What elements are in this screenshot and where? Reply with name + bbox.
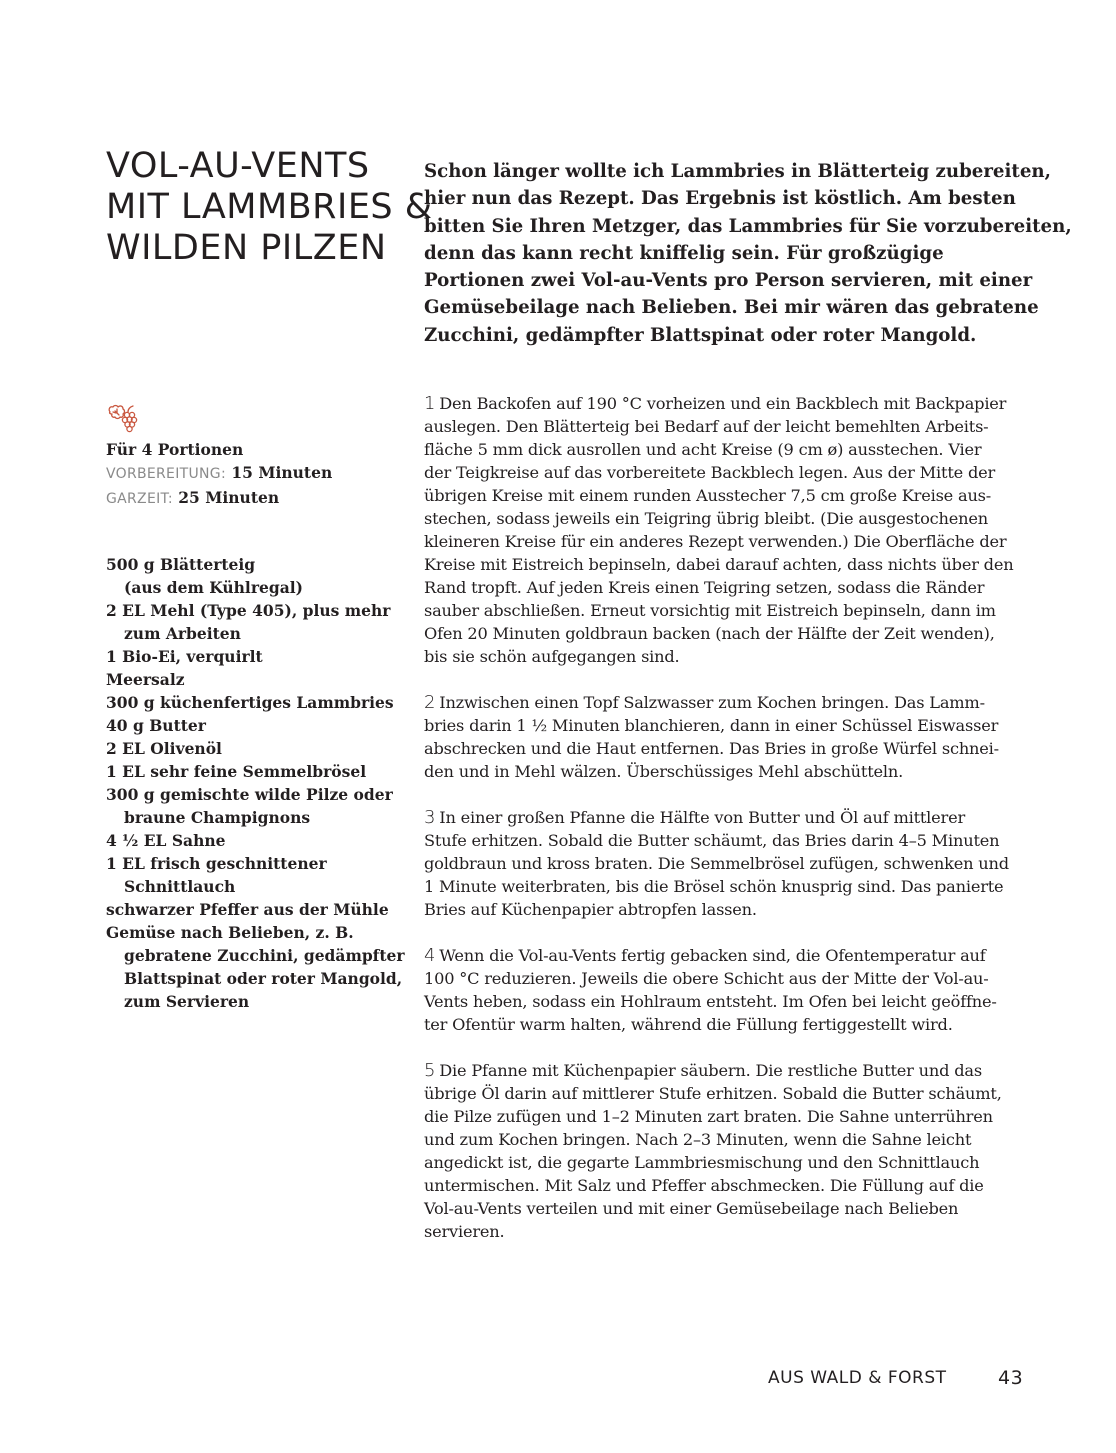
step-4	[424, 944, 1034, 1036]
cook-value: 25 Minuten	[178, 488, 280, 507]
step-line: bis sie schön aufgegangen sind.	[424, 647, 680, 666]
servings: Für 4 Portionen	[106, 440, 244, 459]
ingredient-line: 300 g gemischte wilde Pilze oder	[106, 785, 393, 804]
step-line: übrige Öl darin auf mittlerer Stufe erhitzen. Sobald die Butter schäumt,	[424, 1084, 1002, 1103]
ingredient	[106, 645, 406, 668]
step-line: die Pilze zufügen und 1–2 Minuten zart braten. Die Sahne unterrühren	[424, 1107, 993, 1126]
intro-line: Portionen zwei Vol-au-Vents pro Person servieren, mit einer	[424, 270, 1033, 292]
ingredient	[106, 737, 406, 760]
step-line: der Teigkreise auf das vorbereitete Backblech legen. Aus der Mitte der	[424, 463, 996, 482]
prep-value: 15 Minuten	[231, 463, 333, 482]
step-2	[424, 691, 1034, 783]
step-line: servieren.	[424, 1222, 505, 1241]
ingredient-line: Schnittlauch	[124, 877, 236, 896]
step-line: untermischen. Mit Salz und Pfeffer abschmecken. Die Füllung auf die	[424, 1176, 984, 1195]
ingredient-line: 1 EL frisch geschnittener	[106, 854, 327, 873]
ingredient	[106, 553, 406, 599]
recipe-title	[106, 146, 433, 269]
intro-line: denn das kann recht kniffelig sein. Für großzügige	[424, 242, 944, 264]
ingredient-line: (aus dem Kühlregal)	[124, 578, 303, 597]
step-line: kleineren Kreise für ein anderes Rezept verwenden.) Die Oberfläche der	[424, 532, 1007, 551]
step-line: den und in Mehl wälzen. Überschüssiges Mehl abschütteln.	[424, 762, 904, 781]
ingredient-line: 2 EL Olivenöl	[106, 739, 222, 758]
step-text: Wenn die Vol-au-Vents fertig gebacken sind, die Ofentemperatur auf	[439, 946, 986, 965]
step-number: 2	[424, 692, 436, 713]
intro-line: Schon länger wollte ich Lammbries in Blätterteig zubereiten,	[424, 161, 1051, 182]
step-line	[424, 1059, 1034, 1082]
ingredient	[106, 668, 406, 691]
step-number: 5	[424, 1060, 436, 1081]
intro-line: bitten Sie Ihren Metzger, das Lammbries für Sie vorzubereiten,	[424, 215, 1072, 237]
step-line: goldbraun und kross braten. Die Semmelbrösel zufügen, schwenken und	[424, 854, 1009, 873]
step-line: ter Ofentür warm halten, während die Füllung fertiggestellt wird.	[424, 1015, 953, 1034]
step-5	[424, 1059, 1034, 1243]
step-line: und zum Kochen bringen. Nach 2–3 Minuten, wenn die Sahne leicht	[424, 1130, 972, 1149]
ingredient-line: braune Champignons	[124, 808, 311, 827]
cook-label: GARZEIT:	[106, 491, 173, 507]
step-text: In einer großen Pfanne die Hälfte von Butter und Öl auf mittlerer	[439, 808, 965, 827]
step-3	[424, 806, 1034, 921]
step-line: bries darin 1 ½ Minuten blanchieren, dann in einer Schüssel Eiswasser	[424, 716, 999, 735]
page-number: 43	[998, 1367, 1024, 1389]
method-steps	[424, 392, 1034, 1266]
ingredient-line: Blattspinat oder roter Mangold,	[124, 969, 403, 988]
ingredient-line: zum Arbeiten	[124, 624, 241, 643]
ingredient-line: Gemüse nach Belieben, z. B.	[106, 923, 354, 942]
ingredient-line: zum Servieren	[124, 992, 250, 1011]
ingredient-line: Meersalz	[106, 670, 185, 689]
ingredient-line: 4 ½ EL Sahne	[106, 831, 226, 850]
step-line	[424, 806, 1034, 829]
intro-line: Gemüsebeilage nach Belieben. Bei mir wären das gebratene	[424, 297, 1039, 319]
step-line: angedickt ist, die gegarte Lammbriesmischung und den Schnittlauch	[424, 1153, 980, 1172]
step-line: übrigen Kreise mit einem runden Ausstecher 7,5 cm große Kreise aus-	[424, 486, 992, 505]
step-line: 1 Minute weiterbraten, bis die Brösel schön knusprig sind. Das panierte	[424, 877, 1004, 896]
ingredient	[106, 714, 406, 737]
step-line: Bries auf Küchenpapier abtropfen lassen.	[424, 900, 757, 919]
ingredient	[106, 691, 406, 714]
step-text: Die Pfanne mit Küchenpapier säubern. Die restliche Butter und das	[439, 1061, 982, 1080]
grape-leaf-icon	[106, 403, 140, 433]
step-text: Den Backofen auf 190 °C vorheizen und ein Backblech mit Backpapier	[439, 394, 1007, 413]
step-line: Vol-au-Vents verteilen und mit einer Gemüsebeilage nach Belieben	[424, 1199, 959, 1218]
step-line: Vents heben, sodass ein Hohlraum entsteht. Im Ofen bei leicht geöffne-	[424, 992, 997, 1011]
recipe-meta	[106, 438, 396, 511]
step-line: Ofen 20 Minuten goldbraun backen (nach der Hälfte der Zeit wenden),	[424, 624, 995, 643]
ingredient	[106, 760, 406, 783]
intro-line: hier nun das Rezept. Das Ergebnis ist köstlich. Am besten	[424, 188, 1016, 210]
title-line: WILDEN PILZEN	[106, 228, 387, 268]
ingredient	[106, 599, 406, 645]
intro-line: Zucchini, gedämpfter Blattspinat oder roter Mangold.	[424, 324, 977, 346]
step-line: fläche 5 mm dick ausrollen und acht Kreise (9 cm ø) ausstechen. Vier	[424, 440, 982, 459]
ingredient-line: 500 g Blätterteig	[106, 555, 256, 574]
step-line	[424, 944, 1034, 967]
step-1	[424, 392, 1034, 668]
section-title: AUS WALD & FORST	[768, 1368, 947, 1388]
ingredient-line: gebratene Zucchini, gedämpfter	[124, 946, 405, 965]
title-line: MIT LAMMBRIES &	[106, 187, 433, 227]
step-line: Kreise mit Eistreich bepinseln, dabei darauf achten, dass nichts über den	[424, 555, 1014, 574]
step-line: Rand tropft. Auf jeden Kreis einen Teigring setzen, sodass die Ränder	[424, 578, 985, 597]
title-line: VOL-AU-VENTS	[106, 146, 370, 186]
ingredient	[106, 852, 406, 898]
step-line	[424, 691, 1034, 714]
prep-label: VORBEREITUNG:	[106, 466, 226, 482]
ingredient-line: 40 g Butter	[106, 716, 206, 735]
ingredient	[106, 898, 406, 921]
ingredient-list	[106, 553, 406, 1013]
ingredient-line: 300 g küchenfertiges Lammbries	[106, 693, 394, 712]
step-line: auslegen. Den Blätterteig bei Bedarf auf der leicht bemehlten Arbeits-	[424, 417, 989, 436]
ingredient	[106, 829, 406, 852]
step-text: Inzwischen einen Topf Salzwasser zum Kochen bringen. Das Lamm-	[439, 693, 985, 712]
step-number: 3	[424, 807, 436, 828]
step-line	[424, 392, 1034, 415]
ingredient-line: 1 EL sehr feine Semmelbrösel	[106, 762, 367, 781]
cook-time	[106, 486, 396, 511]
prep-time	[106, 461, 396, 486]
ingredient-line: schwarzer Pfeffer aus der Mühle	[106, 900, 389, 919]
step-number: 1	[424, 393, 436, 414]
ingredient	[106, 783, 406, 829]
step-line: sauber abschließen. Erneut vorsichtig mit Eistreich bepinseln, dann im	[424, 601, 996, 620]
step-number: 4	[424, 945, 436, 966]
ingredient-line: 2 EL Mehl (Type 405), plus mehr	[106, 601, 391, 620]
ingredient	[106, 921, 406, 1013]
recipe-intro	[424, 158, 1072, 349]
step-line: stechen, sodass jeweils ein Teigring übrig bleibt. (Die ausgestochenen	[424, 509, 988, 528]
step-line: Stufe erhitzen. Sobald die Butter schäumt, das Bries darin 4–5 Minuten	[424, 831, 1000, 850]
step-line: 100 °C reduzieren. Jeweils die obere Schicht aus der Mitte der Vol-au-	[424, 969, 989, 988]
step-line: abschrecken und die Haut entfernen. Das Bries in große Würfel schnei-	[424, 739, 999, 758]
ingredient-line: 1 Bio-Ei, verquirlt	[106, 647, 263, 666]
